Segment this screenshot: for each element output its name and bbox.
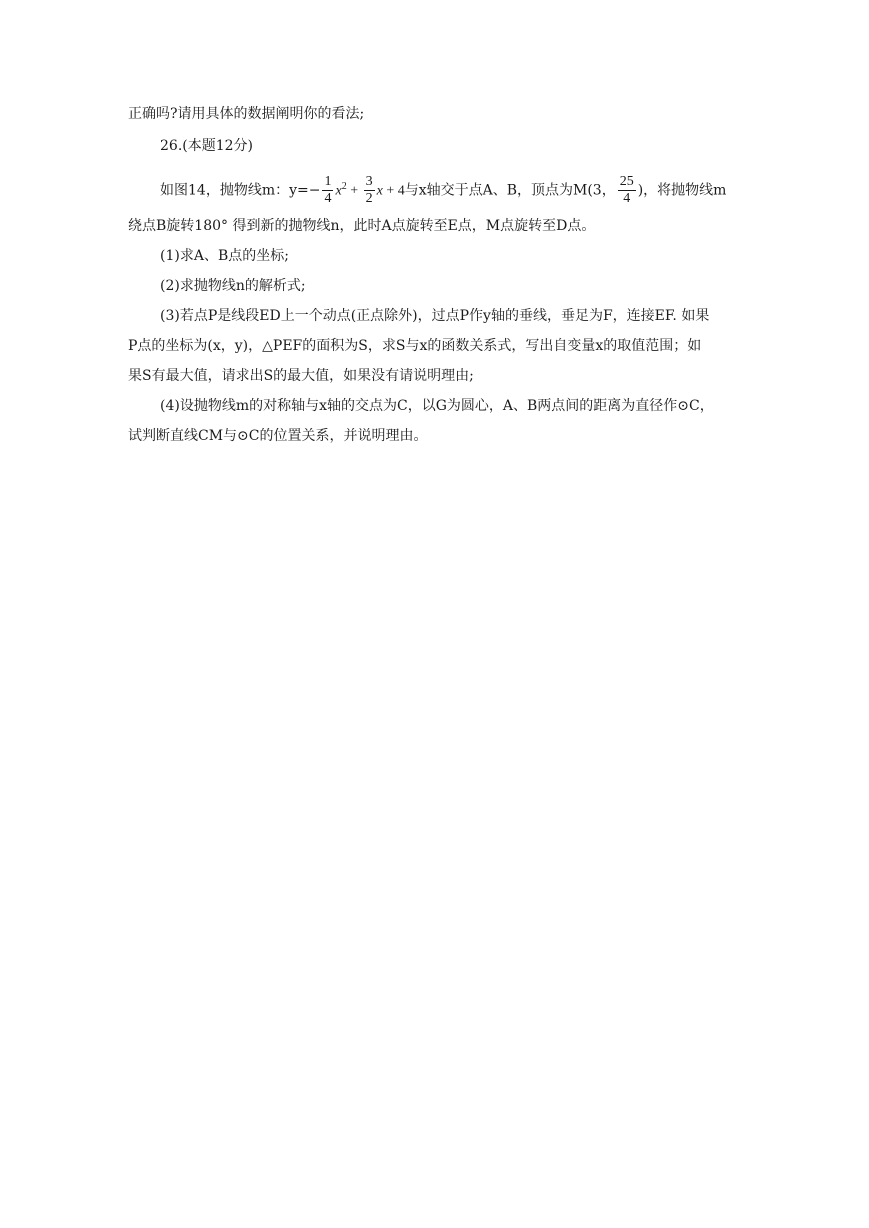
fraction-numerator: 1 bbox=[324, 174, 332, 190]
stem-text-b: 与x轴交于点A、B，顶点为M(3， bbox=[404, 182, 616, 199]
fraction-25-quarters bbox=[618, 174, 636, 207]
fraction-denominator: 2 bbox=[365, 191, 373, 207]
sub-question-1: (1)求A、B点的坐标; bbox=[160, 248, 289, 264]
sub-question-3: (3)若点P是线段ED上一个动点(正点除外)，过点P作y轴的垂线，垂足为F，连接EF. 如果 bbox=[160, 308, 710, 324]
fraction-denominator: 4 bbox=[324, 191, 332, 207]
sub-question-4: (4)设抛物线m的对称轴与x轴的交点为C，以G为圆心，A、B两点间的距离为直径作⊙C， bbox=[160, 398, 714, 414]
sub-question-4-cont: 试判断直线CM与⊙C的位置关系，并说明理由。 bbox=[128, 428, 428, 444]
variable-x: x bbox=[376, 183, 383, 199]
question-stem-line bbox=[160, 170, 726, 209]
variable-x: x bbox=[335, 183, 342, 199]
sub-question-2: (2)求抛物线n的解析式; bbox=[160, 278, 306, 294]
text-line-continuation: 正确吗?请用具体的数据阐明你的看法; bbox=[128, 106, 365, 122]
stem-text-c: )，将抛物线m bbox=[637, 182, 727, 199]
sub-question-3-cont-2: 果S有最大值，请求出S的最大值，如果没有请说明理由; bbox=[128, 368, 474, 384]
fraction-numerator: 3 bbox=[365, 174, 373, 190]
stem-text-a: 如图14，抛物线m：y=− bbox=[160, 182, 321, 199]
sub-question-3-cont: P点的坐标为(x，y)，△PEF的面积为S，求S与x的函数关系式，写出自变量x的取值范围；如 bbox=[128, 338, 702, 354]
exponent: 2 bbox=[341, 181, 347, 192]
question-heading: 26.(本题12分) bbox=[160, 138, 254, 154]
constant-term: + 4 bbox=[382, 183, 405, 199]
question-stem-line-2: 绕点B旋转180° 得到新的抛物线n，此时A点旋转至E点，M点旋转至D点。 bbox=[128, 218, 596, 234]
fraction-three-halves bbox=[364, 174, 375, 207]
fraction-numerator: 25 bbox=[619, 174, 634, 190]
fraction-one-quarter bbox=[322, 174, 333, 207]
plus-sign: + bbox=[346, 183, 362, 199]
fraction-denominator: 4 bbox=[623, 191, 631, 207]
